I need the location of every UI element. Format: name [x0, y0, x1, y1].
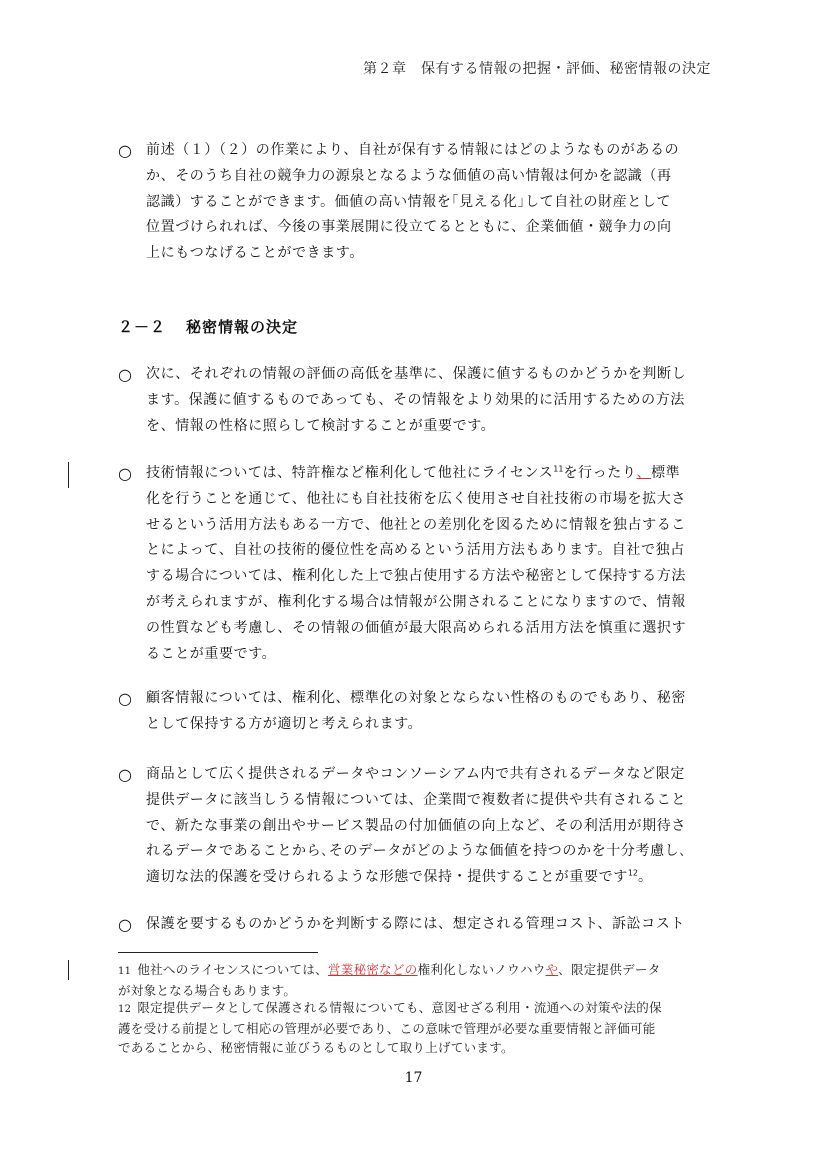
text-line: で、新たな事業の創出やサービス製品の付加価値の向上など、その利活用が期待さ — [146, 817, 686, 834]
text-line: を、情報の性格に照らして検討することが重要です。 — [146, 417, 496, 434]
bullet-icon: ○ — [118, 464, 132, 483]
revision-insert: や — [545, 962, 559, 977]
footnote-12 — [118, 998, 718, 1057]
text-line: 商品として広く提供されるデータやコンソーシアム内で共有されるデータなど限定 — [146, 766, 685, 782]
paragraph-4 — [118, 686, 718, 738]
page-number: 17 — [404, 1070, 423, 1086]
text-line: として保持する方が適切と考えられます。 — [146, 715, 423, 732]
text-line — [146, 865, 718, 891]
text-line: 上にもつなげることができます。 — [146, 245, 364, 262]
section-number: ２－２ — [118, 318, 167, 336]
text-line: とによって、自社の技術的優位性を高めるという活用方法もあります。自社で独占 — [146, 542, 685, 559]
text-segment: を行ったり — [563, 465, 637, 481]
text-segment: 限定提供データとして保護される情報についても、意図せざる利用・流通への対策や法的保 — [137, 1000, 662, 1015]
bullet-icon: ○ — [118, 689, 132, 708]
paragraph-3 — [118, 461, 718, 667]
revision-insert: 営業秘密などの — [327, 962, 418, 977]
text-line: が考えられますが、権利化する場合は情報が公開されることになりますので、情報 — [146, 593, 686, 610]
text-segment: 技術情報については、特許権など権利化して他社にライセンス — [146, 465, 554, 481]
text-line: 保護を要するものかどうかを判断する際には、想定される管理コスト、訴訟コスト — [146, 916, 685, 932]
footnote-line: であることから、秘密情報に並びうるものとして取り上げています。 — [118, 1040, 514, 1055]
text-line: 前述（１）（２）の作業により、自社が保有する情報にはどのようなものがあるの — [146, 142, 680, 158]
footnote-ref: 12 — [627, 868, 638, 878]
revision-change-bar — [68, 960, 69, 980]
text-segment: 権利化しないノウハウ — [417, 962, 546, 977]
text-line: ます。保護に値するものであっても、その情報をより効果的に活用するための方法 — [146, 391, 685, 408]
footnote-number: 12 — [118, 1004, 132, 1015]
footnote-line — [118, 960, 718, 981]
text-line: か、そのうち自社の競争力の源泉となるような価値の高い情報は何かを認識（再 — [146, 167, 672, 184]
bullet-icon: ○ — [118, 765, 132, 784]
paragraph-6 — [118, 912, 718, 938]
footnote-line — [118, 998, 718, 1019]
text-line: 認識）することができます。価値の高い情報を｢見える化｣して自社の財産として — [146, 193, 672, 210]
bullet-icon: ○ — [118, 365, 132, 384]
text-segment: 標準 — [651, 465, 681, 481]
footnote-ref: 11 — [553, 464, 564, 474]
text-line: れるデータであることから､そのデータがどのような価値を持つのかを十分考慮し､ — [146, 843, 687, 860]
text-line: 次に、それぞれの情報の評価の高低を基準に、保護に値するものかどうかを判断し — [146, 366, 687, 382]
page-header: 第２章 保有する情報の把握・評価、秘密情報の決定 — [363, 61, 711, 77]
footnote-number: 11 — [118, 966, 132, 977]
text-line: 位置づけられれば、今後の事業展開に役立てるとともに、企業価値・競争力の向 — [146, 219, 672, 236]
bullet-icon: ○ — [118, 141, 132, 160]
text-line: 化を行うことを通じて、他社にも自社技術を広く使用させ自社技術の市場を拡大さ — [146, 490, 686, 507]
text-line: の性質なども考慮し、その情報の価値が最大限高められる活用方法を慎重に選択す — [146, 619, 687, 636]
text-line: 顧客情報については、権利化、標準化の対象とならない性格のものでもあり、秘密 — [146, 690, 686, 706]
paragraph-2 — [118, 362, 718, 439]
text-segment: 。 — [638, 869, 653, 886]
text-line: 提供データに該当しうる情報については、企業間で複数者に提供や共有されること — [146, 791, 686, 808]
text-segment: 、限定提供データ — [558, 962, 661, 977]
section-heading — [118, 316, 298, 337]
paragraph-5 — [118, 762, 718, 891]
text-line — [146, 461, 718, 487]
footnote-11 — [118, 960, 718, 1000]
text-line: する場合については、権利化した上で独占使用する方法や秘密として保持する方法 — [146, 568, 686, 585]
text-line: せるという活用方法もある一方で、他社との差別化を図るために情報を独占するこ — [146, 516, 686, 533]
footnote-line: 護を受ける前提として相応の管理が必要であり、この意味で管理が必要な重要情報と評価可能 — [118, 1021, 656, 1036]
paragraph-1 — [118, 138, 718, 267]
section-title: 秘密情報の決定 — [186, 318, 299, 336]
text-line: ることが重要です。 — [146, 645, 277, 662]
bullet-icon: ○ — [118, 915, 132, 934]
footnote-separator — [118, 952, 318, 953]
footnote-line: が対象となる場合もあります。 — [118, 983, 297, 998]
revision-insert: 、 — [636, 465, 652, 481]
revision-change-bar — [68, 462, 69, 488]
text-segment: 適切な法的保護を受けられるような形態で保持・提供することが重要です — [146, 869, 628, 886]
text-segment: 他社へのライセンスについては、 — [137, 962, 328, 977]
